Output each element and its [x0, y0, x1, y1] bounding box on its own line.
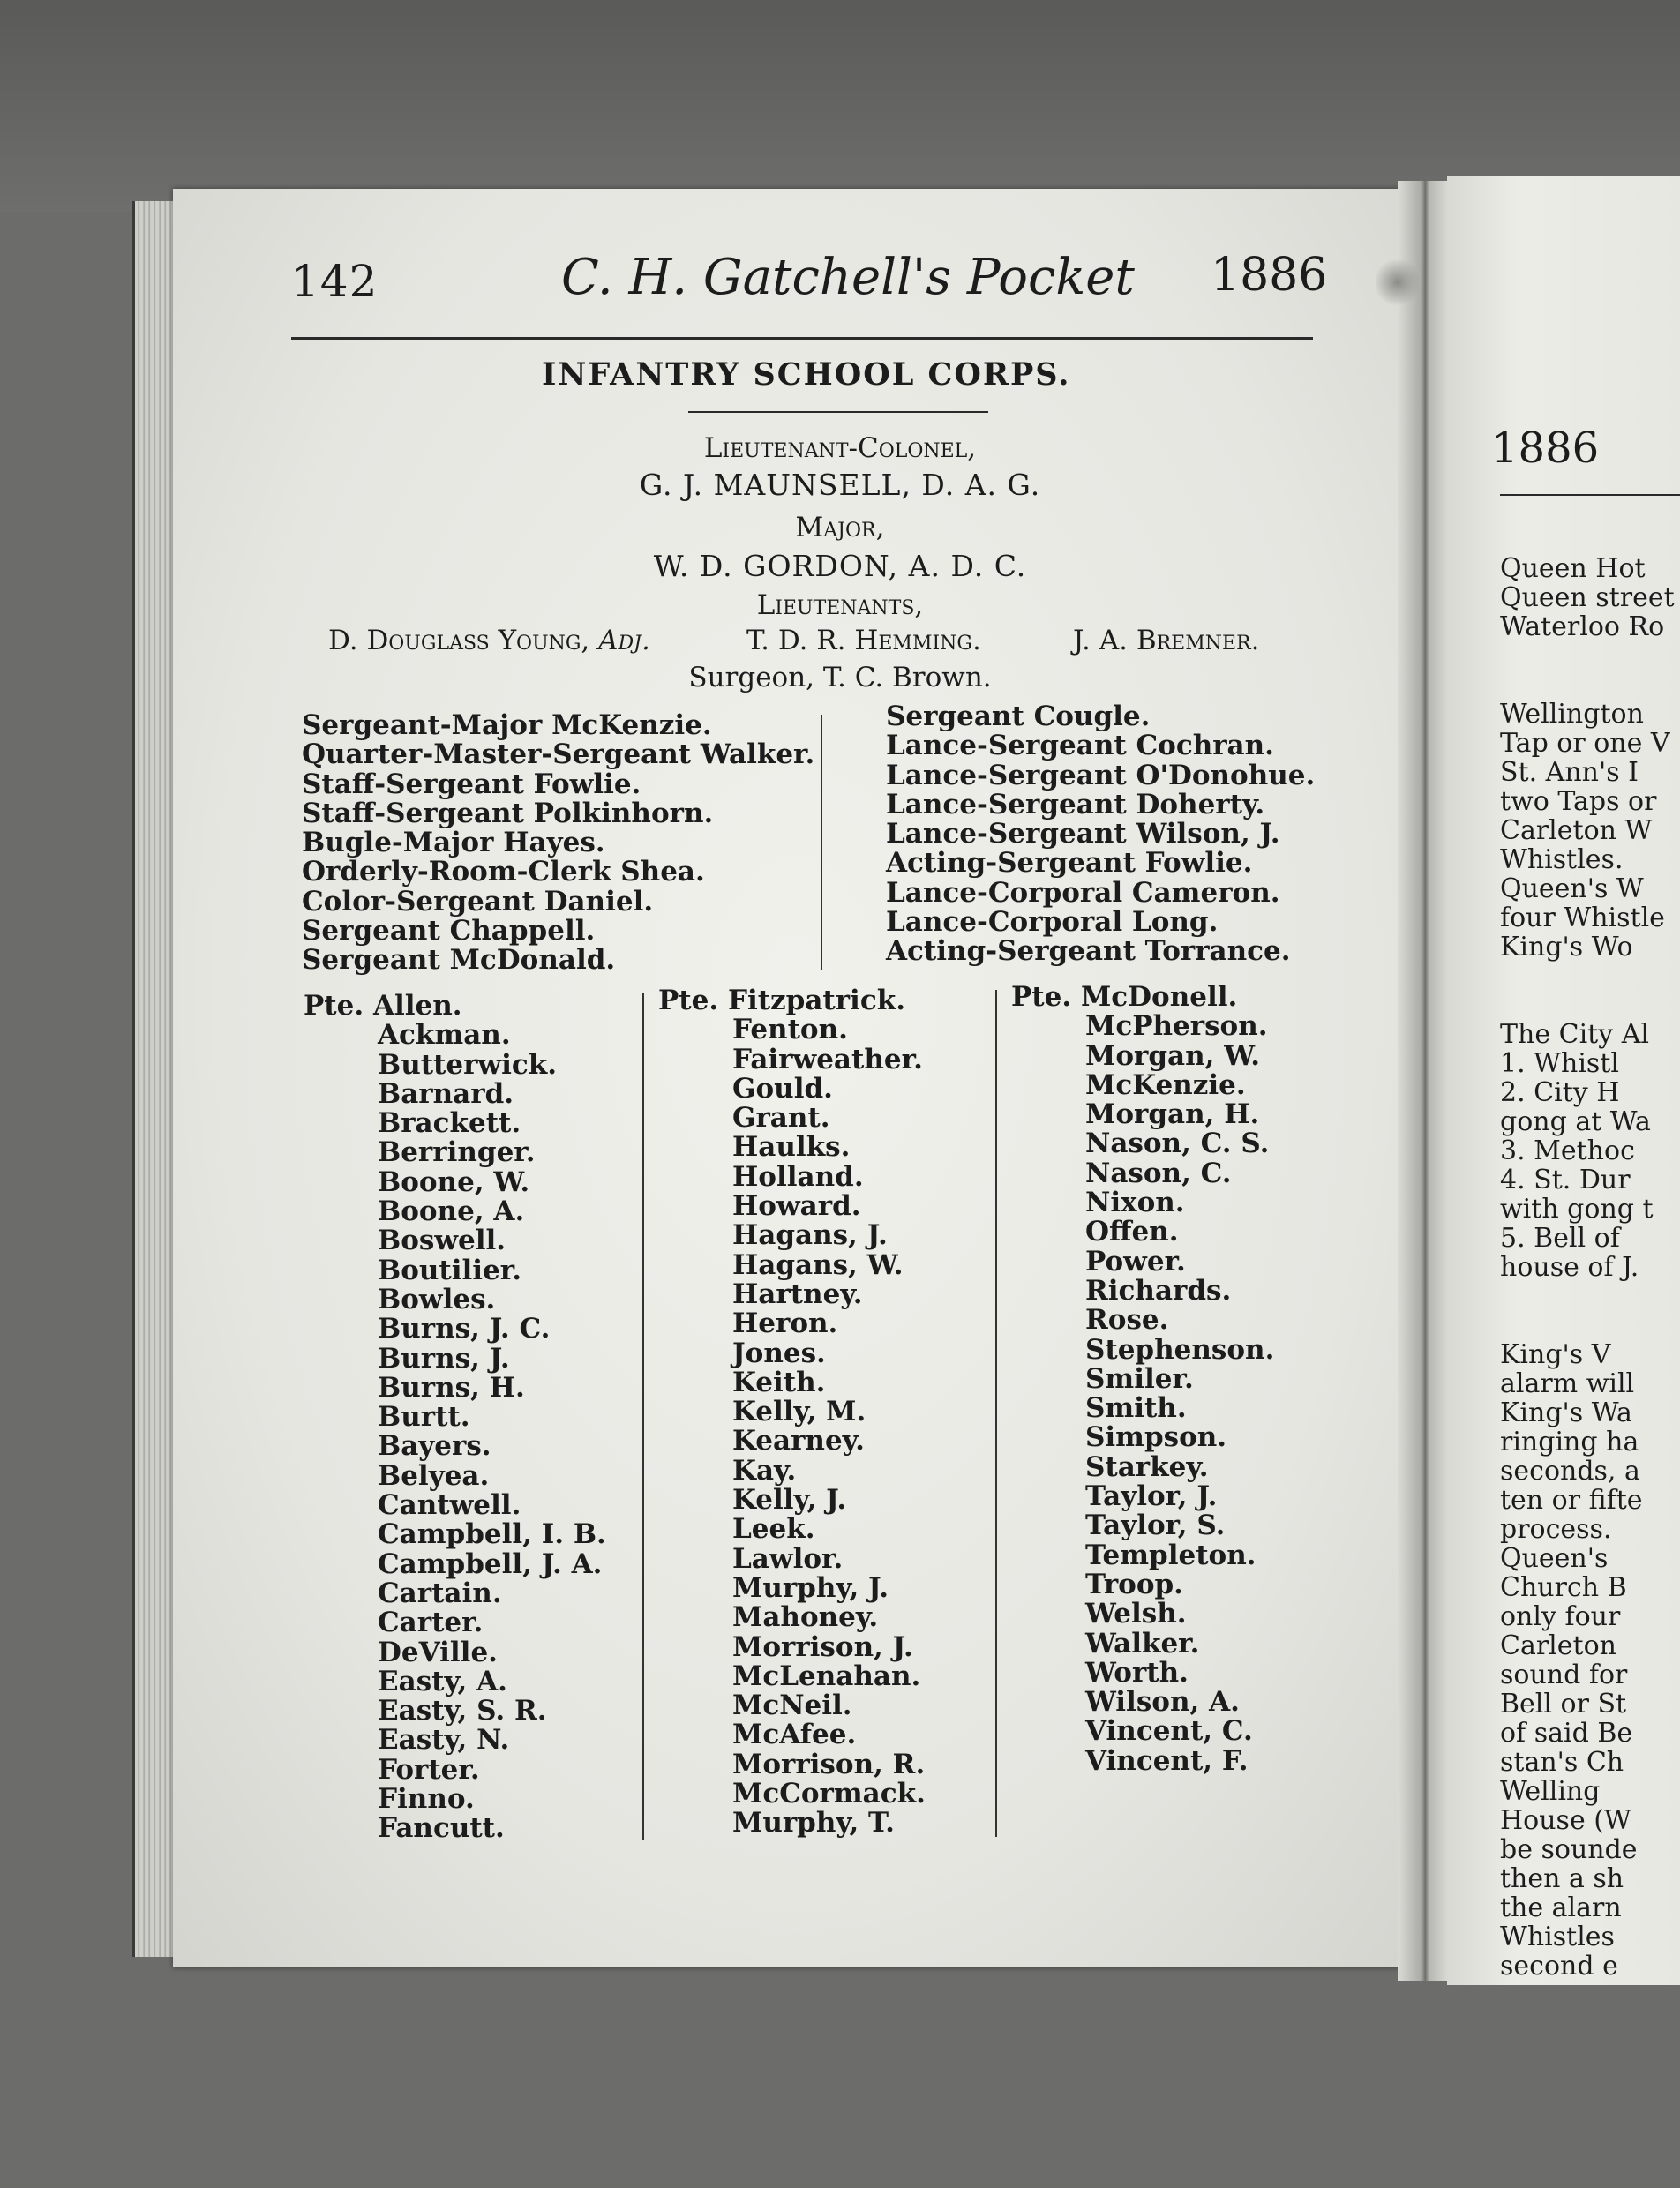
right-page-line [1500, 1282, 1675, 1311]
lieutenant-colonel-name: G. J. MAUNSELL, D. A. G. [639, 468, 1041, 502]
nco-entry: Lance-Sergeant Doherty. [886, 788, 1265, 820]
nco-entry: Staff-Sergeant Fowlie. [302, 768, 641, 800]
private-entry: Starkey. [1085, 1450, 1209, 1483]
private-entry: Vincent, F. [1085, 1744, 1249, 1777]
private-entry: Morgan, H. [1085, 1098, 1260, 1131]
private-entry: Leek. [732, 1513, 815, 1546]
right-page-line: sound for [1500, 1660, 1628, 1690]
lieutenant-young-name: D. Douglass Young, [328, 625, 590, 656]
private-entry: Hartney. [732, 1278, 863, 1310]
right-page-header-rule [1500, 494, 1680, 496]
running-title: C. H. Gatchell's Pocket [561, 249, 1135, 306]
heading-rule [688, 411, 988, 413]
major-name: W. D. GORDON, A. D. C. [653, 549, 1027, 583]
private-entry: Boutilier. [378, 1254, 522, 1286]
privates-column-rule-2 [995, 990, 997, 1837]
right-page-line: then a sh [1500, 1863, 1624, 1894]
nco-entry: Lance-Sergeant Wilson, J. [886, 818, 1280, 850]
private-entry: Walker. [1085, 1627, 1200, 1660]
right-page-line: King's Wo [1500, 932, 1633, 963]
nco-entry: Lance-Sergeant Cochran. [886, 730, 1274, 762]
private-entry: Morgan, W. [1085, 1039, 1260, 1072]
private-entry: Ackman. [378, 1019, 511, 1052]
private-entry: Pte. McDonell. [1011, 981, 1238, 1013]
private-entry: DeVille. [378, 1636, 498, 1668]
private-entry: Berringer. [378, 1136, 536, 1169]
right-page-line: 2. City H [1500, 1077, 1620, 1108]
private-entry: Bowles. [378, 1283, 496, 1315]
private-entry: McLenahan. [732, 1660, 921, 1692]
private-entry: Belyea. [378, 1459, 490, 1492]
right-page-line [1500, 671, 1675, 700]
private-entry: Campbell, I. B. [378, 1518, 606, 1551]
nco-entry: Sergeant Chappell. [302, 915, 596, 948]
right-page-line: seconds, a [1500, 1456, 1640, 1487]
private-entry: Barnard. [378, 1077, 514, 1110]
private-entry: Burns, H. [378, 1371, 525, 1404]
right-page-line: 3. Methoc [1500, 1135, 1635, 1166]
page-stain [1376, 256, 1419, 309]
right-page-line: stan's Ch [1500, 1747, 1624, 1778]
private-entry: Vincent, C. [1085, 1715, 1253, 1748]
private-entry: McKenzie. [1085, 1068, 1246, 1101]
private-entry: Fancutt. [378, 1812, 505, 1845]
nco-entry: Quarter-Master-Sergeant Walker. [302, 738, 815, 771]
right-page-line: Queen Hot [1500, 553, 1646, 584]
private-entry: Morrison, R. [732, 1748, 926, 1780]
header-rule [291, 337, 1313, 340]
lieutenant-colonel-label: Lieutenant-Colonel, [703, 432, 977, 464]
private-entry: Heron. [732, 1308, 838, 1340]
right-page-line: Tap or one V [1500, 728, 1670, 759]
right-page-line: Wellington [1500, 699, 1644, 730]
right-page-line: with gong t [1500, 1194, 1654, 1225]
private-entry: Pte. Fitzpatrick. [658, 985, 905, 1016]
private-entry: Power. [1085, 1245, 1186, 1278]
private-entry: Boone, A. [378, 1195, 525, 1228]
private-entry: Cartain. [378, 1577, 502, 1609]
private-entry: Troop. [1085, 1568, 1183, 1600]
nco-entry: Orderly-Room-Clerk Shea. [302, 856, 705, 888]
right-page-line: be sounde [1500, 1834, 1638, 1865]
right-page-line: only four [1500, 1601, 1621, 1632]
private-entry: Welsh. [1085, 1598, 1187, 1630]
private-entry: Templeton. [1085, 1539, 1256, 1571]
private-entry: Nason, C. S. [1085, 1128, 1270, 1160]
private-entry: Grant. [732, 1102, 830, 1135]
privates-column-rule-1 [642, 993, 644, 1840]
nco-list-left [302, 711, 814, 976]
private-entry: McPherson. [1085, 1010, 1268, 1043]
nco-entry: Bugle-Major Hayes. [302, 827, 605, 859]
right-page-line: House (W [1500, 1805, 1631, 1836]
private-entry: Wilson, A. [1085, 1686, 1240, 1719]
right-page-line: Queen street [1500, 582, 1675, 613]
right-page-line: 4. St. Dur [1500, 1165, 1631, 1195]
private-entry: Boswell. [378, 1225, 506, 1257]
private-entry: Boone, W. [378, 1165, 530, 1198]
private-entry: Pte. Allen. [304, 990, 462, 1022]
private-entry: Butterwick. [378, 1048, 558, 1081]
private-entry: McAfee. [732, 1719, 857, 1751]
right-page-line: Carleton W [1500, 815, 1653, 846]
private-entry: Lawlor. [732, 1542, 844, 1575]
lieutenant-hemming: T. D. R. Hemming. [746, 625, 981, 656]
header-year: 1886 [1211, 249, 1328, 302]
private-entry: Kelly, M. [732, 1396, 866, 1428]
private-entry: Hagans, W. [732, 1248, 904, 1281]
private-entry: Murphy, J. [732, 1571, 889, 1604]
private-entry: McNeil. [732, 1690, 852, 1722]
section-heading: INFANTRY SCHOOL CORPS. [542, 356, 1071, 393]
right-page-line: Queen's [1500, 1543, 1609, 1574]
private-entry: Murphy, T. [732, 1807, 895, 1840]
private-entry: Kearney. [732, 1425, 865, 1457]
privates-column-2 [658, 986, 926, 1839]
nco-entry: Acting-Sergeant Fowlie. [886, 847, 1253, 880]
private-entry: Kelly, J. [732, 1484, 847, 1517]
private-entry: Stephenson. [1085, 1333, 1275, 1366]
right-page-line: house of J. [1500, 1252, 1639, 1283]
private-entry: McCormack. [732, 1778, 926, 1810]
right-page-line [1500, 1311, 1675, 1340]
right-page-line: ringing ha [1500, 1427, 1639, 1457]
lieutenant-bremner: J. A. Bremner. [1073, 625, 1260, 656]
right-page-line: 1. Whistl [1500, 1048, 1619, 1079]
lieutenants-label: Lieutenants, [756, 589, 924, 621]
right-page-text [1500, 554, 1675, 1981]
private-entry: Hagans, J. [732, 1219, 888, 1252]
surgeon: Surgeon, T. C. Brown. [688, 662, 992, 693]
nco-list-right [886, 702, 1315, 967]
private-entry: Taylor, J. [1085, 1480, 1218, 1513]
right-page-line: St. Ann's I [1500, 757, 1639, 788]
nco-entry: Color-Sergeant Daniel. [302, 885, 654, 918]
private-entry: Worth. [1085, 1656, 1189, 1689]
private-entry: Kay. [732, 1454, 797, 1487]
right-page-line: Bell or St [1500, 1689, 1627, 1720]
right-page-line: four Whistle [1500, 903, 1665, 933]
page-number: 142 [291, 256, 379, 307]
private-entry: Campbell, J. A. [378, 1547, 603, 1580]
right-page-line: gong at Wa [1500, 1106, 1651, 1137]
private-entry: Rose. [1085, 1304, 1169, 1337]
private-entry: Burtt. [378, 1401, 470, 1434]
private-entry: Easty, A. [378, 1665, 507, 1697]
right-page-line [1500, 962, 1675, 991]
nco-entry: Staff-Sergeant Polkinhorn. [302, 797, 714, 829]
private-entry: Burns, J. [378, 1342, 510, 1375]
right-page-line: Whistles [1500, 1922, 1615, 1952]
private-entry: Carter. [378, 1607, 484, 1639]
private-entry: Offen. [1085, 1216, 1179, 1248]
private-entry: Taylor, S. [1085, 1510, 1226, 1542]
right-page-line: of said Be [1500, 1718, 1633, 1749]
right-page-line: Welling [1500, 1776, 1601, 1807]
right-page-line: Church B [1500, 1572, 1627, 1603]
right-page-line: Waterloo Ro [1500, 611, 1665, 642]
right-page-line: Queen's W [1500, 873, 1644, 904]
privates-column-3 [1011, 983, 1274, 1776]
private-entry: Howard. [732, 1190, 861, 1223]
right-page-line: second e [1500, 1951, 1618, 1982]
nco-entry: Lance-Corporal Cameron. [886, 876, 1280, 909]
private-entry: Richards. [1085, 1274, 1232, 1307]
right-page-line [1500, 991, 1675, 1020]
right-page-line: two Taps or [1500, 786, 1657, 817]
right-page-line: ten or fifte [1500, 1485, 1643, 1516]
private-entry: Fairweather. [732, 1043, 923, 1075]
private-entry: Simpson. [1085, 1421, 1227, 1454]
nco-entry: Acting-Sergeant Torrance. [886, 935, 1291, 968]
right-page-line: the alarn [1500, 1892, 1622, 1923]
private-entry: Brackett. [378, 1107, 521, 1140]
scan-background [0, 0, 1680, 212]
private-entry: Gould. [732, 1072, 833, 1105]
nco-entry: Sergeant McDonald. [302, 944, 616, 977]
private-entry: Smith. [1085, 1392, 1187, 1425]
nco-entry: Sergeant-Major McKenzie. [302, 709, 712, 741]
right-page-line: alarm will [1500, 1368, 1635, 1399]
private-entry: Nixon. [1085, 1187, 1185, 1219]
nco-entry: Lance-Corporal Long. [886, 906, 1219, 939]
right-page-line: The City Al [1500, 1019, 1649, 1050]
private-entry: Forter. [378, 1753, 480, 1786]
right-page-line: process. [1500, 1514, 1612, 1545]
right-page-line: Whistles. [1500, 844, 1624, 875]
right-page [1447, 176, 1680, 1985]
private-entry: Easty, S. R. [378, 1695, 547, 1727]
private-entry: Easty, N. [378, 1724, 510, 1757]
right-page-line [1500, 641, 1675, 671]
private-entry: Mahoney. [732, 1601, 879, 1634]
private-entry: Bayers. [378, 1430, 491, 1463]
right-page-year: 1886 [1491, 423, 1600, 473]
private-entry: Keith. [732, 1366, 826, 1398]
private-entry: Jones. [732, 1337, 826, 1369]
nco-column-rule [821, 715, 822, 970]
private-entry: Burns, J. C. [378, 1313, 551, 1345]
private-entry: Fenton. [732, 1014, 848, 1046]
privates-column-1 [304, 992, 606, 1844]
lieutenant-young-note: Adj. [598, 625, 650, 656]
right-page-line: King's V [1500, 1339, 1611, 1370]
right-page-line: 5. Bell of [1500, 1223, 1620, 1254]
private-entry: Finno. [378, 1783, 475, 1816]
private-entry: Morrison, J. [732, 1630, 913, 1663]
private-entry: Haulks. [732, 1131, 851, 1164]
private-entry: Nason, C. [1085, 1157, 1232, 1189]
private-entry: Smiler. [1085, 1362, 1194, 1395]
nco-entry: Sergeant Cougle. [886, 701, 1151, 732]
nco-entry: Lance-Sergeant O'Donohue. [886, 759, 1316, 791]
private-entry: Holland. [732, 1160, 864, 1193]
right-page-line: Carleton [1500, 1630, 1616, 1661]
private-entry: Cantwell. [378, 1489, 521, 1522]
lieutenant-young [328, 625, 650, 656]
right-page-line: King's Wa [1500, 1397, 1632, 1428]
major-label: Major, [795, 512, 885, 543]
